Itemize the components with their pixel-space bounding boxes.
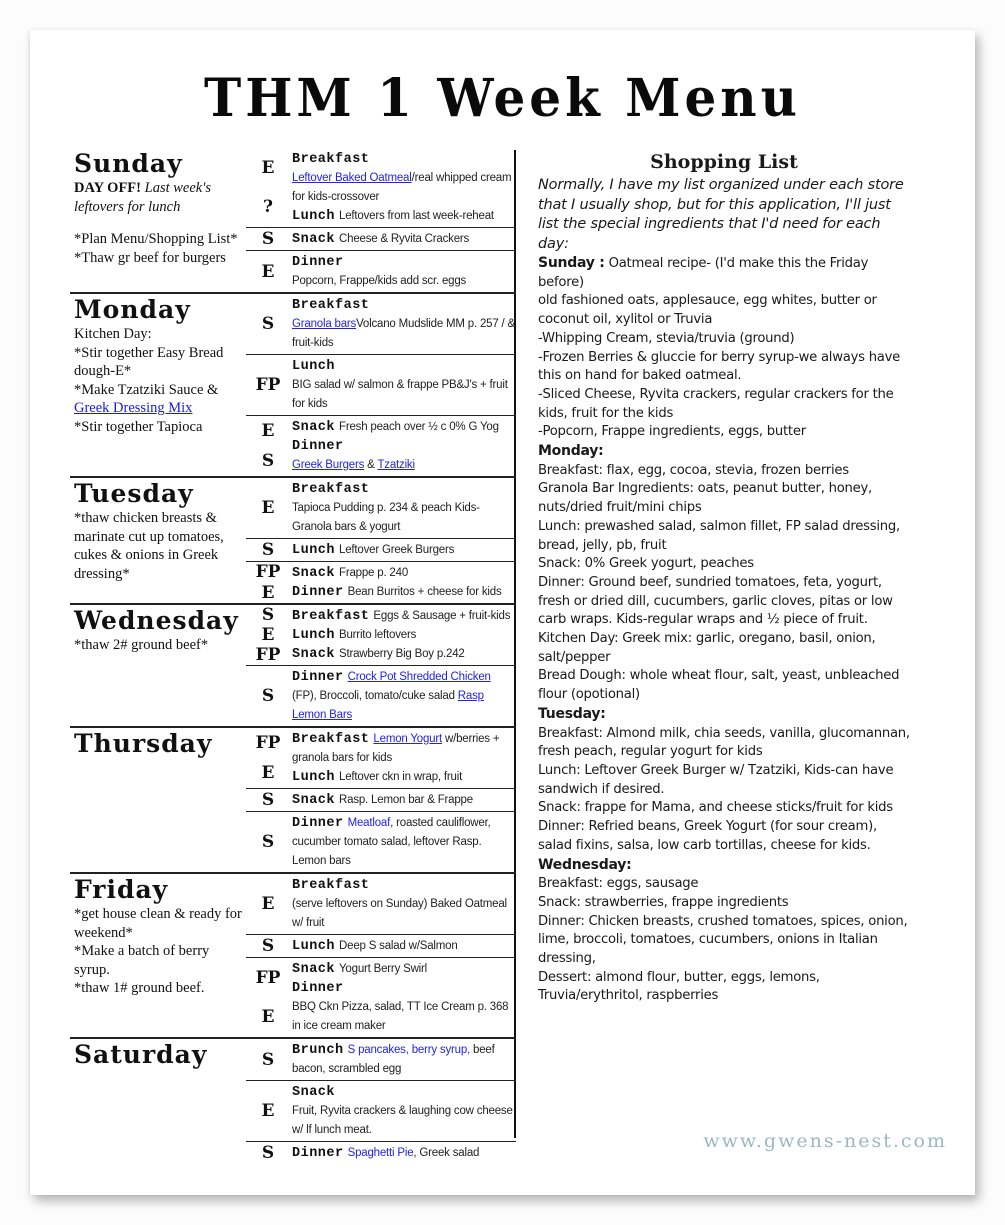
shopping-item: Dinner: Ground beef, sundried tomatoes, feta, yogurt, fresh or dried dill, cucumbers, garlic cloves, pitas or low carb wraps. Kids-regular wraps and ½ piece of fruit.: [538, 574, 893, 628]
meal-type-code: [246, 539, 290, 561]
meal-item: [292, 959, 516, 978]
meal-description: [292, 318, 515, 349]
meal-details: [290, 294, 516, 354]
meal-label: Lunch: [292, 770, 336, 785]
meal-code-badge: S: [261, 540, 275, 560]
meal-text-part: (FP), Broccoli, tomato/cuke salad: [292, 690, 458, 702]
meal-item: [292, 540, 516, 559]
meal-text-part: (serve leftovers on Sunday) Baked Oatmeal w/ fruit: [292, 898, 507, 929]
meal-group: [246, 415, 516, 476]
meal-code-badge: S: [261, 229, 275, 249]
meal-description: [339, 629, 416, 641]
meal-group: [246, 478, 516, 538]
meal-text-part: Fresh peach over ½ c 0% G Yog: [339, 421, 499, 433]
meal-code-badge: E: [261, 157, 275, 178]
note-text: DAY OFF!: [74, 180, 141, 196]
meal-item: [292, 149, 516, 206]
meal-details: [290, 812, 516, 872]
meal-label: Lunch: [292, 628, 336, 643]
meal-description: [292, 1001, 508, 1032]
shopping-section-heading: [538, 442, 910, 462]
meal-text-part: Strawberry Big Boy p.242: [339, 648, 465, 660]
meal-code-badge: E: [261, 1007, 275, 1028]
meal-text-part: Bean Burritos + cheese for kids: [347, 586, 502, 598]
day-row-sunday: [70, 148, 516, 294]
meal-group: [246, 1141, 516, 1164]
meal-text-part: Cheese & Ryvita Crackers: [339, 233, 470, 245]
meal-code-badge: S: [261, 686, 275, 706]
meal-text-part: Burrito leftovers: [339, 629, 417, 641]
meal-description: [292, 275, 466, 287]
meal-text-part: Rasp. Lemon bar & Frappe: [339, 794, 473, 806]
shopping-section-heading: [538, 705, 910, 725]
meal-type-code: [246, 355, 290, 415]
day-note: [74, 979, 246, 998]
shopping-list-intro: Normally, I have my list organized under each store that I usually shop, but for this application, I'll just list the special ingredients that I'd need for each day:: [538, 177, 904, 252]
meal-label: Breakfast: [292, 732, 370, 747]
meal-code-badge: S: [261, 936, 275, 956]
meal-details: [290, 666, 516, 726]
shopping-item: Dinner: Chicken breasts, crushed tomatoes, spices, onion, lime, broccoli, tomatoes, cucumbers, onions in Italian dressing,: [538, 913, 908, 967]
day-note: [74, 179, 246, 216]
section-lead: Oatmeal recipe- (I'd make this the Friday before): [538, 256, 869, 290]
meal-group: [246, 874, 516, 934]
meal-text-part: & fruit-kids: [292, 318, 516, 349]
meal-details: [290, 228, 516, 250]
day-note: [74, 344, 246, 381]
shopping-section: [538, 254, 910, 442]
meal-group: [246, 788, 516, 811]
meal-code-badge: S: [261, 314, 275, 334]
meal-item: [292, 813, 516, 870]
meal-text-part: beef bacon, scrambled egg: [292, 1044, 495, 1075]
shopping-item: Snack: 0% Greek yogurt, peaches: [538, 556, 754, 572]
meal-label: Snack: [292, 962, 336, 977]
meal-description: [292, 502, 480, 533]
meal-text-part: Tapioca Pudding p. 234 & peach Kids-Granola bars & yogurt: [292, 502, 480, 533]
meal-text-part: Eggs & Sausage + fruit-kids: [373, 610, 511, 622]
meal-type-code: [246, 1081, 290, 1141]
meal-description: [292, 172, 511, 203]
shopping-list: [538, 148, 910, 1006]
meal-type-code: [246, 728, 290, 788]
day-meals: [246, 874, 516, 1037]
meal-item: [292, 606, 516, 625]
meal-code-badge: S: [261, 451, 275, 471]
meal-item: [292, 229, 516, 248]
page-title: THM 1 Week Menu: [203, 66, 801, 129]
meal-text-part: Deep S salad w/Salmon: [339, 940, 458, 952]
meal-item: [292, 479, 516, 536]
meal-type-code: [246, 562, 290, 603]
meal-group: [246, 294, 516, 354]
day-note: [74, 249, 246, 268]
meal-item: [292, 767, 516, 786]
day-note: [74, 509, 246, 583]
meal-label: Brunch: [292, 1043, 344, 1058]
meal-description: [292, 459, 415, 471]
meal-code-badge: E: [261, 894, 275, 914]
section-day: Wednesday:: [538, 856, 632, 873]
shopping-item: -Frozen Berries & gluccie for berry syrup-we always have this on hand for baked oatmeal.: [538, 349, 901, 384]
shopping-item: Lunch: Leftover Greek Burger w/ Tzatziki, Kids-can have sandwich if desired.: [538, 762, 894, 797]
shopping-section-heading: [538, 254, 910, 292]
meal-group: [246, 561, 516, 603]
section-day: Tuesday:: [538, 705, 606, 722]
shopping-section-heading: [538, 856, 910, 876]
day-note: [74, 230, 246, 249]
meal-group: [246, 934, 516, 957]
day-name: Monday: [74, 295, 191, 324]
meal-label: Dinner: [292, 670, 344, 685]
meal-type-code: [246, 812, 290, 872]
meal-type-code: [246, 789, 290, 811]
meal-description: [339, 771, 462, 783]
meal-item: [292, 417, 516, 436]
shopping-item: -Sliced Cheese, Ryvita crackers, regular crackers for the kids, fruit for the kids: [538, 386, 894, 421]
meal-label: Snack: [292, 566, 336, 581]
meal-item: [292, 206, 516, 225]
meal-item: [292, 1082, 516, 1139]
meal-details: [290, 728, 516, 788]
recipe-highlight: S pancakes, berry syrup,: [347, 1044, 471, 1056]
shopping-item: Breakfast: eggs, sausage: [538, 876, 699, 892]
day-row-tuesday: [70, 478, 516, 605]
shopping-item: Lunch: prewashed salad, salmon fillet, FP salad dressing, bread, jelly, pb, fruit: [538, 518, 900, 553]
meal-group: [246, 227, 516, 250]
meal-details: [290, 1039, 516, 1080]
meal-details: [290, 958, 516, 1037]
meal-label: Dinner: [292, 1146, 344, 1161]
day-info: [70, 1039, 246, 1164]
meal-label: Breakfast: [292, 878, 370, 893]
note-text: *Stir together Tapioca: [74, 418, 203, 435]
meal-label: Lunch: [292, 939, 336, 954]
meal-item: [292, 667, 516, 724]
day-name: Wednesday: [74, 606, 239, 635]
shopping-item: old fashioned oats, applesauce, egg whites, butter or coconut oil, xylitol or Truvia: [538, 293, 877, 328]
meal-group: [246, 1080, 516, 1141]
note-spacer: [74, 216, 246, 230]
footer-url[interactable]: www.gwens-nest.com: [703, 1130, 947, 1152]
meal-group: [246, 538, 516, 561]
meal-type-code: [246, 666, 290, 726]
meal-type-code: [246, 605, 290, 665]
meal-item: [292, 978, 516, 1035]
meal-label: Lunch: [292, 359, 336, 374]
meal-label: Snack: [292, 420, 336, 435]
meal-type-code: [246, 935, 290, 957]
meal-label: Snack: [292, 793, 336, 808]
meal-group: [246, 728, 516, 788]
day-info: [70, 478, 246, 603]
meal-label: Breakfast: [292, 609, 370, 624]
note-text: *Plan Menu/Shopping List*: [74, 231, 238, 247]
day-info: [70, 605, 246, 726]
meal-details: [290, 562, 516, 603]
meal-label: Snack: [292, 647, 336, 662]
meal-label: Lunch: [292, 543, 336, 558]
meal-group: [246, 148, 516, 227]
weekly-menu-table: [70, 148, 516, 1164]
meal-label: Dinner: [292, 816, 344, 831]
day-row-wednesday: [70, 605, 516, 728]
meal-group: [246, 957, 516, 1037]
recipe-highlight: Spaghetti Pie: [347, 1147, 414, 1159]
meal-details: [290, 148, 516, 227]
meal-code-badge: S: [261, 1143, 275, 1163]
meal-description: [292, 1105, 513, 1136]
day-note[interactable]: [74, 399, 246, 418]
shopping-section: [538, 856, 910, 1007]
meal-item: [292, 356, 516, 413]
meal-type-code: [246, 148, 290, 227]
meal-type-code: [246, 1142, 290, 1164]
meal-description: [348, 586, 502, 598]
meal-item: [292, 729, 516, 767]
day-note: [74, 325, 246, 344]
menu-page: [30, 30, 975, 1195]
meal-description: [348, 1147, 480, 1159]
day-name: Thursday: [74, 729, 213, 758]
shopping-section: [538, 442, 910, 705]
meal-code-badge: E: [261, 625, 275, 645]
meal-group: [246, 354, 516, 415]
meal-label: Snack: [292, 1085, 336, 1100]
meal-text-part: Frappe p. 240: [339, 567, 409, 579]
meal-code-badge: S: [261, 1049, 275, 1070]
meal-code-badge: E: [261, 261, 275, 282]
recipe-link[interactable]: Crock Pot Shredded Chicken: [347, 671, 491, 683]
meal-code-badge: S: [261, 605, 275, 625]
shopping-list-sections: [538, 254, 910, 1006]
meal-code-badge: E: [261, 498, 275, 518]
meal-code-badge: E: [261, 582, 275, 603]
note-text: *Stir together Easy Bread dough-E*: [74, 344, 224, 379]
shopping-item: Snack: strawberries, frappe ingredients: [538, 894, 789, 910]
note-text: *get house clean & ready for weekend*: [74, 906, 242, 941]
meal-description: [339, 940, 458, 952]
note-text: *thaw chicken breasts & marinate cut up tomatoes, cukes & onions in Greek dressing*: [74, 510, 224, 582]
meal-group: [246, 811, 516, 872]
day-note: [74, 418, 246, 437]
day-name: Sunday: [74, 149, 183, 178]
meal-details: [290, 355, 516, 415]
meal-item: [292, 790, 516, 809]
day-info: [70, 728, 246, 872]
day-note: [74, 942, 246, 979]
meal-item: [292, 936, 516, 955]
day-row-saturday: [70, 1039, 516, 1164]
shopping-item: Granola Bar Ingredients: oats, peanut butter, honey, nuts/dried fruit/mini chips: [538, 481, 872, 516]
day-row-monday: [70, 294, 516, 478]
day-note: [74, 381, 246, 400]
shopping-item: Breakfast: Almond milk, chia seeds, vanilla, glucomannan, fresh peach, regular yogurt for kids: [538, 725, 910, 760]
meal-code-badge: FP: [255, 562, 281, 583]
meal-details: [290, 539, 516, 561]
meal-code-badge: ?: [263, 197, 273, 218]
note-text: *Make a batch of berry syrup.: [74, 943, 210, 978]
meal-item: [292, 875, 516, 932]
shopping-item: Breakfast: flax, egg, cocoa, stevia, frozen berries: [538, 462, 849, 478]
meal-description: [339, 210, 494, 222]
day-row-thursday: [70, 728, 516, 874]
recipe-link[interactable]: Greek Dressing Mix: [74, 400, 193, 416]
day-info: [70, 294, 246, 476]
meal-details: [290, 478, 516, 538]
day-meals: [246, 148, 516, 292]
note-italic: Last week's leftovers for lunch: [74, 180, 211, 215]
meal-label: Dinner: [292, 439, 344, 454]
note-text: *Thaw gr beef for burgers: [74, 249, 226, 266]
meal-label: Breakfast: [292, 298, 370, 313]
recipe-link[interactable]: Lemon Yogurt: [373, 733, 442, 745]
recipe-link[interactable]: Leftover Baked Oatmeal: [292, 172, 412, 184]
meal-details: [290, 874, 516, 934]
day-info: [70, 148, 246, 292]
day-name: Saturday: [74, 1040, 208, 1069]
meal-label: Lunch: [292, 209, 336, 224]
meal-code-badge: FP: [255, 967, 281, 988]
meal-code-badge: S: [261, 790, 275, 810]
meal-description: [339, 794, 473, 806]
meal-code-badge: FP: [255, 375, 281, 395]
meal-label: Dinner: [292, 255, 344, 270]
day-meals: [246, 1039, 516, 1164]
meal-text-part: Leftover Greek Burgers: [339, 544, 455, 556]
day-info: [70, 874, 246, 1037]
meal-group: [246, 1039, 516, 1080]
meal-code-badge: FP: [255, 733, 281, 753]
shopping-item: -Popcorn, Frappe ingredients, eggs, butter: [538, 424, 806, 440]
meal-group: [246, 250, 516, 292]
meal-label: Snack: [292, 232, 336, 247]
meal-text-part: Leftover ckn in wrap, fruit: [339, 771, 463, 783]
recipe-highlight: Meatloaf: [347, 817, 391, 829]
meal-description: [339, 544, 454, 556]
meal-description: [373, 610, 510, 622]
meal-description: [339, 963, 427, 975]
meal-item: [292, 1143, 516, 1162]
recipe-link[interactable]: Rasp Lemon Bars: [292, 690, 484, 721]
meal-item: [292, 582, 516, 601]
shopping-item: Dinner: Refried beans, Greek Yogurt (for sour cream), salad fixins, salsa, low carb tortillas, cheese for kids.: [538, 819, 877, 853]
section-day: Sunday :: [538, 255, 605, 271]
meal-text-part: , roasted cauliflower, cucumber tomato salad, leftover Rasp. Lemon bars: [292, 817, 491, 867]
meal-type-code: [246, 1039, 290, 1080]
meal-type-code: [246, 958, 290, 1037]
meal-code-badge: S: [261, 832, 275, 852]
meal-text-part: &: [364, 459, 378, 471]
meal-label: Dinner: [292, 981, 344, 996]
recipe-link[interactable]: Tzatziki: [377, 459, 415, 471]
meal-item: [292, 295, 516, 352]
meal-text-part: w/berries + granola bars for kids: [292, 733, 500, 764]
meal-details: [290, 416, 516, 476]
shopping-item: -Whipping Cream, stevia/truvia (ground): [538, 330, 795, 346]
note-text: *thaw 1# ground beef.: [74, 980, 205, 996]
meal-type-code: [246, 874, 290, 934]
note-text: *Make Tzatziki Sauce &: [74, 381, 219, 398]
meal-details: [290, 251, 516, 292]
meal-text-part: /real whipped cream for kids-crossover: [292, 172, 512, 203]
day-row-friday: [70, 874, 516, 1039]
meal-code-badge: E: [261, 1101, 275, 1121]
day-meals: [246, 294, 516, 476]
meal-description: [339, 233, 469, 245]
meal-group: [246, 605, 516, 665]
meal-type-code: [246, 416, 290, 476]
meal-label: Breakfast: [292, 152, 370, 167]
meal-item: [292, 644, 516, 663]
section-day: Monday:: [538, 443, 604, 460]
meal-text-part: BIG salad w/ salmon & frappe PB&J's + fruit for kids: [292, 379, 508, 410]
shopping-item: Kitchen Day: Greek mix: garlic, oregano, basil, onion, salt/pepper: [538, 631, 876, 665]
meal-text-part: Yogurt Berry Swirl: [339, 963, 428, 975]
meal-description: [292, 898, 507, 929]
meal-details: [290, 935, 516, 957]
shopping-list-title: Shopping List: [650, 151, 798, 173]
shopping-item: Bread Dough: whole wheat flour, salt, yeast, unbleached flour (opotional): [538, 668, 900, 703]
meal-details: [290, 789, 516, 811]
meal-description: [292, 379, 508, 410]
meal-description: [339, 648, 465, 660]
meal-text-part: Popcorn, Frappe/kids add scr. eggs: [292, 275, 467, 287]
day-meals: [246, 728, 516, 872]
meal-details: [290, 1081, 516, 1141]
day-meals: [246, 478, 516, 603]
meal-type-code: [246, 478, 290, 538]
note-text: *thaw 2# ground beef*: [74, 637, 209, 653]
meal-details: [290, 1142, 516, 1164]
day-meals: [246, 605, 516, 726]
recipe-link[interactable]: Granola bars: [292, 318, 357, 330]
meal-type-code: [246, 251, 290, 292]
meal-item: [292, 1040, 516, 1078]
day-name: Tuesday: [74, 479, 194, 508]
meal-text-part: Fruit, Ryvita crackers & laughing cow cheese w/ lf lunch meat.: [292, 1105, 513, 1136]
day-note: [74, 905, 246, 942]
note-text: Kitchen Day:: [74, 326, 152, 342]
meal-code-badge: FP: [255, 645, 281, 665]
meal-code-badge: E: [261, 763, 275, 783]
meal-text-part: BBQ Ckn Pizza, salad, TT Ice Cream p. 368 in ice cream maker: [292, 1001, 509, 1032]
meal-text-part: Volcano Mudslide MM p. 257 /: [356, 318, 505, 330]
recipe-link[interactable]: Greek Burgers: [292, 459, 365, 471]
meal-item: [292, 436, 516, 474]
meal-label: Breakfast: [292, 482, 370, 497]
meal-details: [290, 605, 516, 665]
meal-type-code: [246, 228, 290, 250]
meal-description: [339, 567, 408, 579]
meal-code-badge: E: [261, 421, 275, 441]
day-name: Friday: [74, 875, 169, 904]
day-note: [74, 636, 246, 655]
meal-item: [292, 252, 516, 290]
shopping-item: Dessert: almond flour, butter, eggs, lemons, Truvia/erythritol, raspberries: [538, 969, 820, 1004]
meal-text-part: Leftovers from last week-reheat: [339, 210, 494, 222]
meal-text-part: , Greek salad: [413, 1147, 480, 1159]
meal-item: [292, 625, 516, 644]
meal-type-code: [246, 294, 290, 354]
shopping-item: Snack: frappe for Mama, and cheese sticks/fruit for kids: [538, 800, 893, 816]
meal-description: [339, 421, 499, 433]
meal-item: [292, 563, 516, 582]
meal-label: Dinner: [292, 585, 344, 600]
shopping-section: [538, 705, 910, 856]
meal-group: [246, 665, 516, 726]
